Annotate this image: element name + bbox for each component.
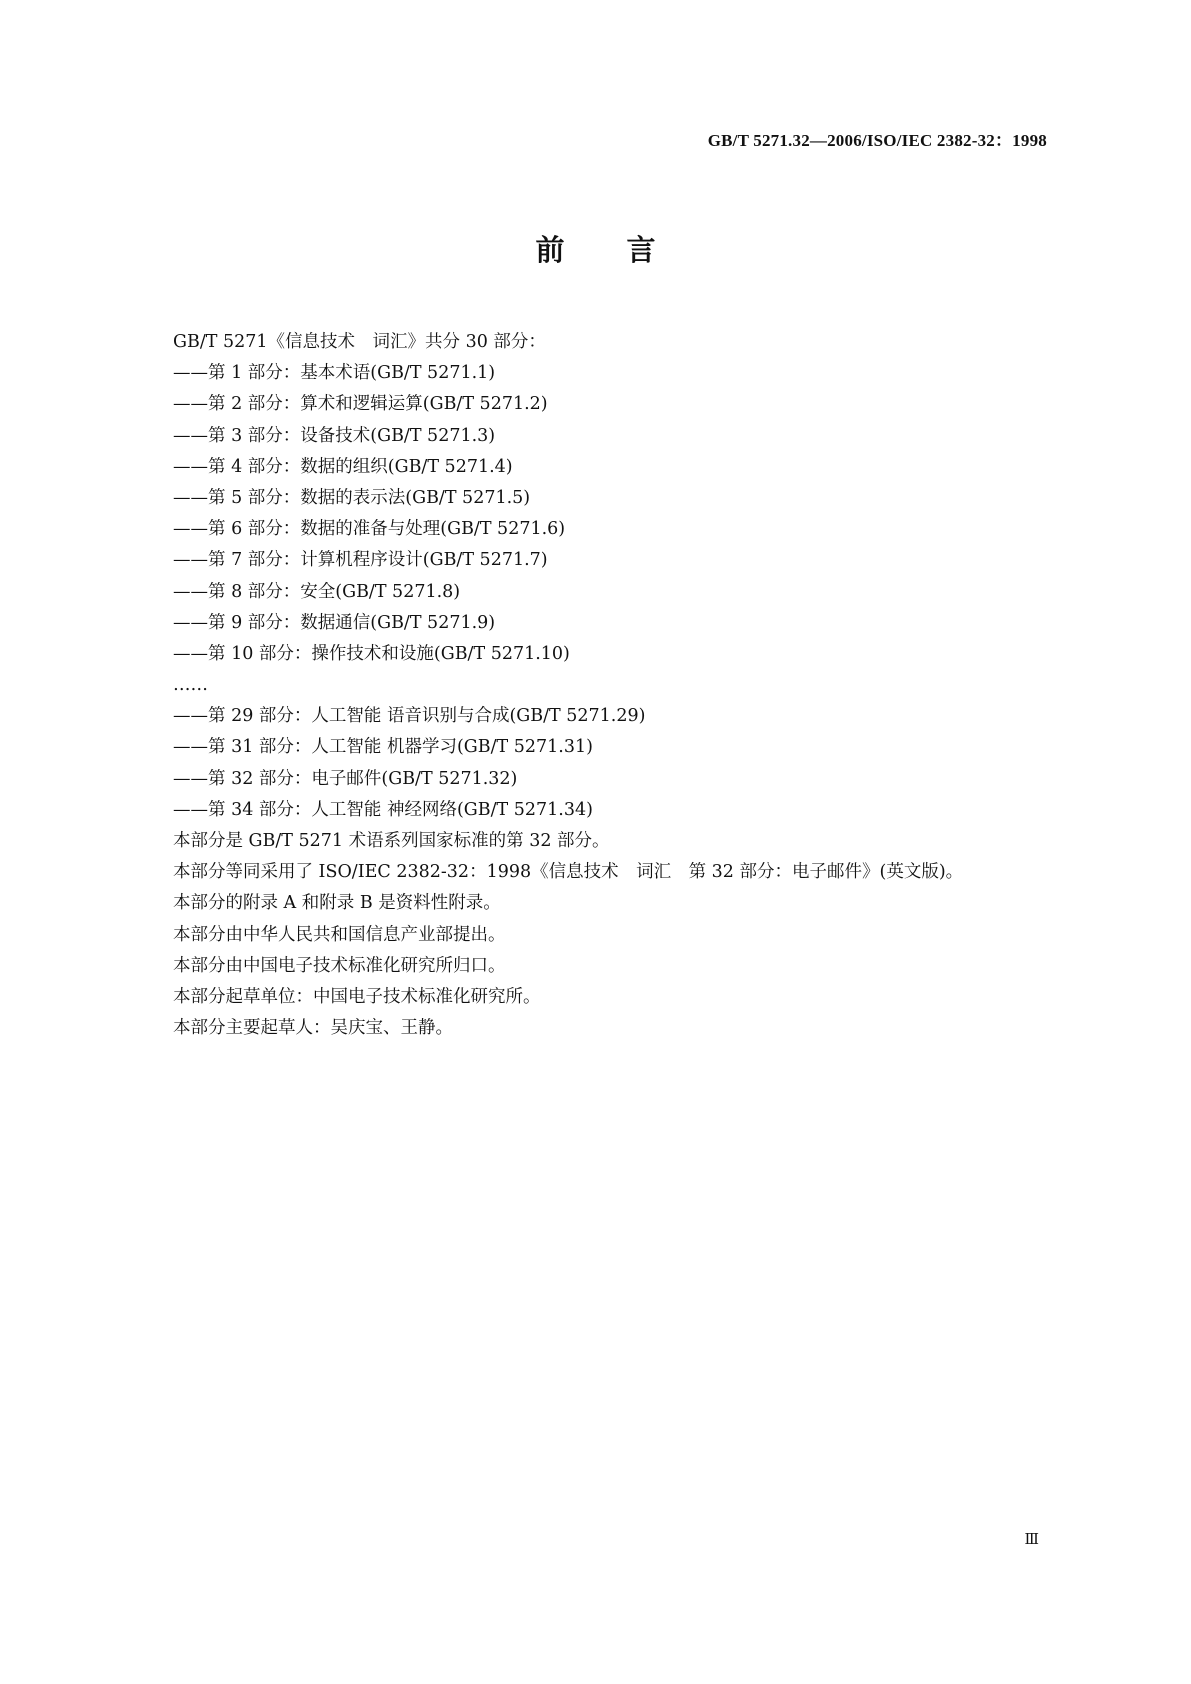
- paragraph-line: 本部分由中国电子技术标准化研究所归口。: [173, 955, 506, 976]
- part-list-item: ——第 3 部分：设备技术(GB/T 5271.3): [173, 425, 496, 446]
- paragraph-line: 本部分是 GB/T 5271 术语系列国家标准的第 32 部分。: [173, 831, 610, 851]
- paragraph-line: 本部分由中华人民共和国信息产业部提出。: [173, 924, 506, 945]
- paragraph-line: 本部分起草单位：中国电子技术标准化研究所。: [173, 986, 541, 1007]
- intro-line: GB/T 5271《信息技术 词汇》共分 30 部分：: [173, 332, 546, 352]
- part-list-item: ——第 4 部分：数据的组织(GB/T 5271.4): [173, 456, 513, 477]
- part-list-item: ——第 9 部分：数据通信(GB/T 5271.9): [173, 612, 496, 633]
- page-title: 前言: [535, 233, 718, 267]
- part-list-item: ——第 31 部分：人工智能 机器学习(GB/T 5271.31): [173, 737, 593, 758]
- standard-code-header: GB/T 5271.32—2006/ISO/IEC 2382-32：1998: [707, 131, 1047, 150]
- part-list-item: ——第 8 部分：安全(GB/T 5271.8): [173, 581, 461, 602]
- part-list-item: ——第 2 部分：算术和逻辑运算(GB/T 5271.2): [173, 394, 548, 415]
- part-list-item: ——第 32 部分：电子邮件(GB/T 5271.32): [173, 768, 518, 789]
- part-list-item: ——第 10 部分：操作技术和设施(GB/T 5271.10): [173, 643, 570, 664]
- part-list-item: ——第 5 部分：数据的表示法(GB/T 5271.5): [173, 487, 531, 508]
- paragraph-line: 本部分的附录 A 和附录 B 是资料性附录。: [173, 893, 501, 914]
- paragraph-line: 本部分主要起草人：吴庆宝、王静。: [173, 1018, 453, 1039]
- page-number: Ⅲ: [1024, 1532, 1039, 1548]
- foreword-body: [173, 327, 1053, 1044]
- ellipsis-line: ……: [173, 675, 208, 696]
- part-list-item: ——第 1 部分：基本术语(GB/T 5271.1): [173, 363, 496, 384]
- paragraph-line: 本部分等同采用了 ISO/IEC 2382-32：1998《信息技术 词汇 第 32 部分：电子邮件》(英文版)。: [173, 862, 964, 883]
- part-list-item: ——第 34 部分：人工智能 神经网络(GB/T 5271.34): [173, 799, 593, 820]
- part-list-item: ——第 29 部分：人工智能 语音识别与合成(GB/T 5271.29): [173, 706, 646, 727]
- part-list-item: ——第 6 部分：数据的准备与处理(GB/T 5271.6): [173, 519, 566, 540]
- part-list-item: ——第 7 部分：计算机程序设计(GB/T 5271.7): [173, 550, 548, 571]
